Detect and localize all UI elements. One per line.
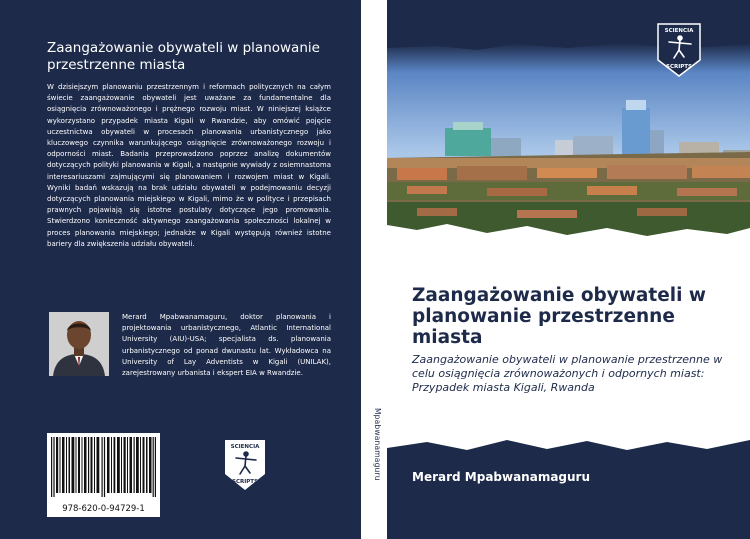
- barcode: [47, 433, 160, 517]
- front-cover-subtitle: Zaangażowanie obywateli w planowanie przestrzenne w celu osiągnięcia zrównoważonych i odpornych miast: Przypadek miasta Kigali, Rwanda: [412, 353, 723, 394]
- front-cover-author: Merard Mpabwanamaguru: [412, 470, 591, 484]
- back-cover-title: Zaangażowanie obywateli w planowanie przestrzenne miasta: [47, 40, 320, 73]
- publisher-logo-back: [222, 434, 268, 492]
- logo-top-text: SCIENCIA: [230, 444, 260, 450]
- author-bio: Merard Mpabwanamaguru, doktor planowania i projektowania urbanistycznego, Atlantic International University (AIU)-USA; specjalista ds. planowania urbanistycznego od ponad dwunastu lat. Wykładowca na University of Lay Adventists w Kigali (UNILAK), zarejestrowany urbanista i ekspert EIA w Rwandzie.: [122, 313, 331, 378]
- isbn-number: 978-620-0-94729-1: [62, 504, 145, 514]
- logo-top-text: SCIENCIA: [664, 28, 694, 34]
- logo-bottom-text: SCRIPTS: [665, 64, 693, 70]
- front-cover-title: Zaangażowanie obywateli w planowanie przestrzenne miasta: [412, 285, 707, 348]
- spine-author: Mpabwanamaguru: [373, 408, 382, 481]
- author-photo: [49, 312, 109, 376]
- publisher-logo-front: [655, 20, 703, 78]
- logo-bottom-text: SCRIPTS: [231, 479, 259, 485]
- back-cover-description: W dzisiejszym planowaniu przestrzennym i reformach politycznych na całym świecie zaangażowanie obywateli jest uważane za fundamentalne dla osiągnięcia zrównoważonego i prężnego rozwoju miast. W niniejszej książce wykorzystano przypadek miasta Kigali w Rwandzie, aby omówić pojęcie uczestnictwa obywateli w procesach planowania urbanistycznego jako kluczowego czynnika warunkującego osiągnięcie zrównoważonego rozwoju i odporności miast. Badania przeprowadzono poprzez analizę dokumentów dotyczących polityki planowania w Kigali, a następnie wywiady z osiemnastoma interesariuszami zajmującymi się planowaniem i rozwojem miast w Kigali. Wyniki badań wskazują na brak udziału obywateli w podejmowaniu decyzji dotyczących planowania miejskiego w Kigali, mimo że w polityce i przepisach prawnych pojawiają się istotne postulaty dotyczące jego promowania. Stwierdzono konieczność aktywnego zaangażowania społeczności lokalnej w proces planowania miejskiego; jednakże w Kigali występują również istotne bariery dla zwiększenia udziału obywateli.: [47, 83, 331, 248]
- front-bottom-band: [387, 430, 750, 539]
